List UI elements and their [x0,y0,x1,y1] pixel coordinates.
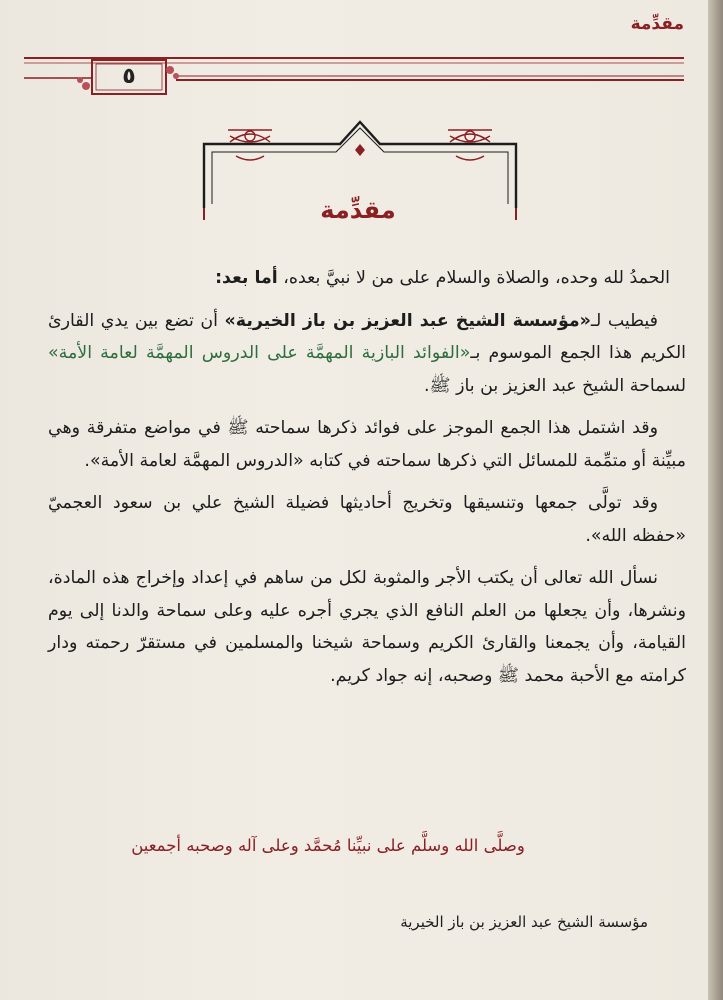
footer-publisher: مؤسسة الشيخ عبد العزيز بن باز الخيرية [400,913,648,931]
page-number: ٥ [122,64,136,89]
paragraph-2 [48,305,686,403]
running-title: مقدِّمة [630,14,684,34]
paragraph-4: وقد تولَّى جمعها وتنسيقها وتخريج أحاديثها فضيلة الشيخ علي بن سعود العجميّ «حفظه الله». [48,493,686,546]
paragraph-1 [48,262,686,295]
section-title: مقدِّمة [320,196,396,224]
paragraph-1-bold: أما بعد: [215,268,278,288]
paragraph-2-part-c: أن تضع بين يدي القارئ الكريم هذا الجمع الموسوم بـ [48,310,686,363]
paragraph-5: نسأل الله تعالى أن يكتب الأجر والمثوبة لكل من ساهم في إعداد وإخراج هذه المادة، ونشرها، وأن يجعلها من العلم النافع الذي يجري أجره عليه وعلى سماحة والدنا إلى يوم القيامة، وأن يجمعنا والقارئ الكريم وسماحة شيخنا والمسلمين في مستقرّ رحمته ودار كرامته مع الأحبة محمد ﷺ وصحبه، إنه جواد كريم. [48,568,686,686]
paragraph-2-part-e: لسماحة الشيخ عبد العزيز بن باز ﷺ. [424,375,686,396]
foundation-name: «مؤسسة الشيخ عبد العزيز بن باز الخيرية» [224,310,591,331]
paragraph-1-text: الحمدُ لله وحده، والصلاة والسلام على من لا نبيَّ بعده، [277,268,670,288]
book-title-highlight: «الفوائد البازية المهمَّة على الدروس المهمَّة لعامة الأمة» [48,343,471,363]
closing-prayer: وصلَّى الله وسلَّم على نبيِّنا مُحمَّد وعلى آله وصحبه أجمعين [131,836,525,855]
body-text [48,262,686,702]
title-ornament-frame [190,108,530,258]
paragraph-3: وقد اشتمل هذا الجمع الموجز على فوائد ذكرها سماحته ﷺ في مواضع متفرقة وهي مبيِّنة أو متمِّمة للمسائل التي ذكرها سماحته في كتابه «الدروس المهمَّة لعامة الأمة». [48,418,686,471]
book-edge [708,0,723,1000]
paragraph-2-part-a: فيطيب لـ [590,310,658,331]
